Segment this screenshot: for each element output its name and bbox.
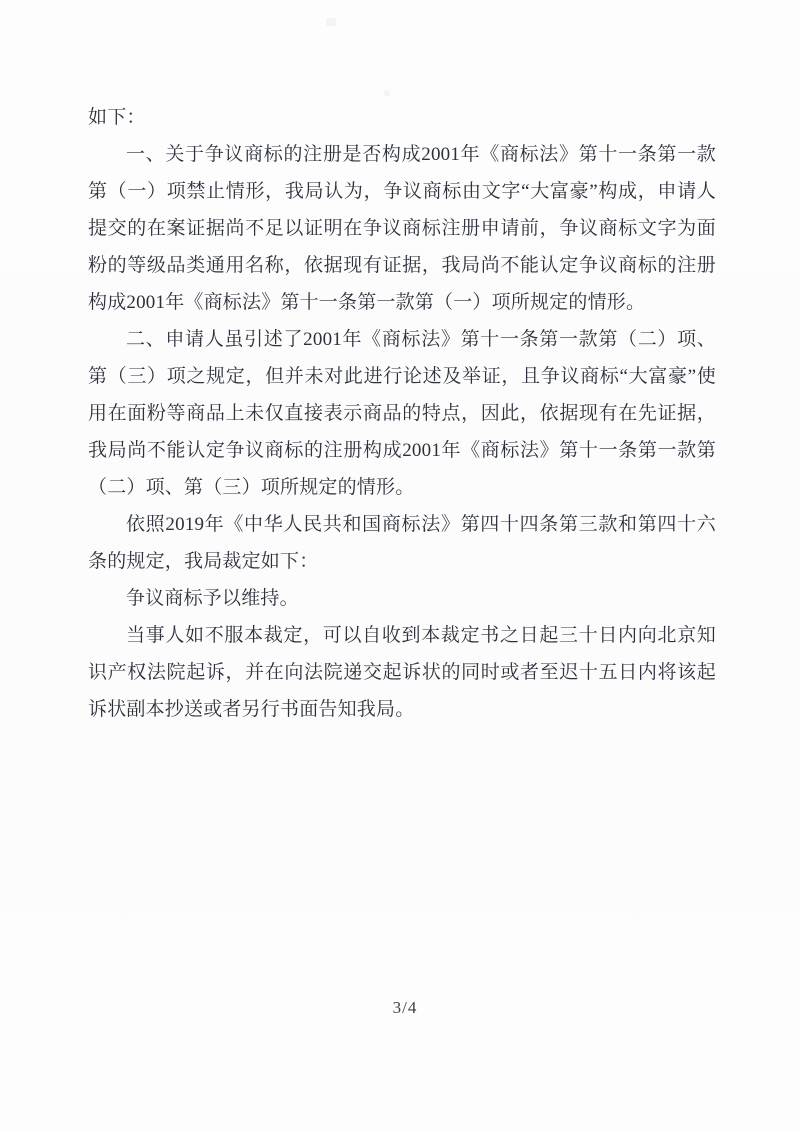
paragraph-point-one: 一、关于争议商标的注册是否构成2001年《商标法》第十一条第一款第（一）项禁止情形，我局认为，争议商标由文字“大富豪”构成，申请人提交的在案证据尚不足以证明在争议商标注册申请前，争议商标文字为面粉的等级品类通用名称，依据现有证据，我局尚不能认定争议商标的注册构成2001年《商标法》第十一条第一款第（一）项所规定的情形。 — [88, 144, 716, 313]
continuation-line: 如下： — [88, 107, 146, 128]
page-number: 3/4 — [392, 998, 418, 1017]
paragraph-ruling: 争议商标予以维持。 — [126, 588, 299, 609]
scan-artifact — [326, 18, 336, 26]
paragraph-appeal-notice: 当事人如不服本裁定，可以自收到本裁定书之日起三十日内向北京知识产权法院起诉，并在向法院递交起诉状的同时或者至迟十五日内将该起诉状副本抄送或者另行书面告知我局。 — [88, 625, 716, 720]
scan-artifact — [384, 90, 390, 96]
document-body — [88, 99, 716, 728]
paragraph-point-two: 二、申请人虽引述了2001年《商标法》第十一条第一款第（二）项、第（三）项之规定，但并未对此进行论述及举证，且争议商标“大富豪”使用在面粉等商品上未仅直接表示商品的特点，因此，依据现有在先证据，我局尚不能认定争议商标的注册构成2001年《商标法》第十一条第一款第（二）项、第（三）项所规定的情形。 — [88, 329, 716, 498]
paragraph-legal-basis: 依照2019年《中华人民共和国商标法》第四十四条第三款和第四十六条的规定，我局裁定如下： — [88, 514, 716, 572]
